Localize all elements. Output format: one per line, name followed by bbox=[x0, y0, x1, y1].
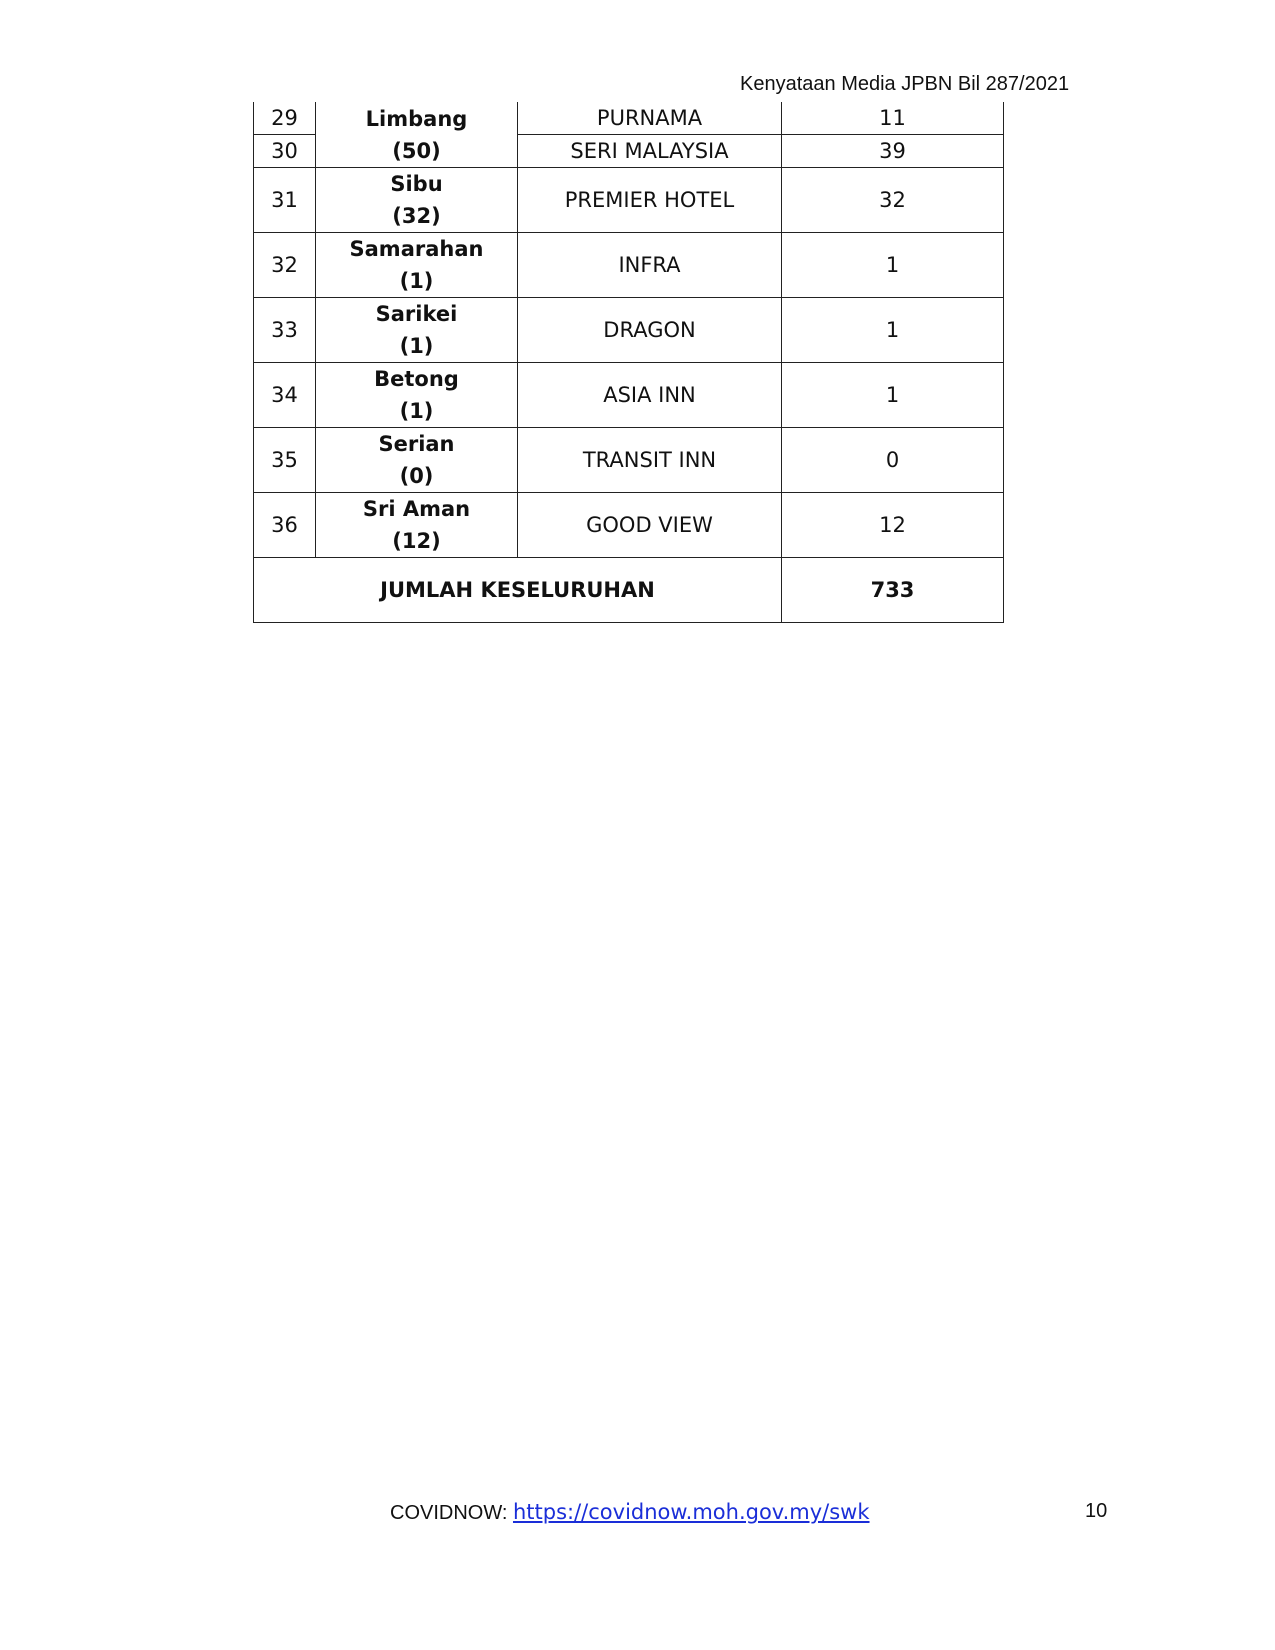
table-row bbox=[254, 493, 1004, 558]
table-row bbox=[254, 298, 1004, 363]
case-count: 1 bbox=[782, 233, 1004, 298]
district-total: (1) bbox=[399, 269, 434, 293]
case-count: 11 bbox=[782, 102, 1004, 135]
case-count: 39 bbox=[782, 135, 1004, 168]
row-number: 31 bbox=[254, 168, 316, 233]
total-row bbox=[254, 558, 1004, 623]
footer-label: COVIDNOW: bbox=[390, 1502, 508, 1524]
district-cell bbox=[316, 493, 518, 558]
district-cell bbox=[316, 298, 518, 363]
case-count: 0 bbox=[782, 428, 1004, 493]
district-total: (50) bbox=[392, 138, 441, 163]
case-count: 32 bbox=[782, 168, 1004, 233]
total-label: JUMLAH KESELURUHAN bbox=[254, 558, 782, 623]
district-cell bbox=[316, 363, 518, 428]
hotel-name: DRAGON bbox=[518, 298, 782, 363]
footer bbox=[390, 1500, 870, 1525]
district-cell bbox=[316, 233, 518, 298]
row-number: 29 bbox=[254, 102, 316, 135]
district-total: (0) bbox=[399, 464, 434, 488]
row-number: 30 bbox=[254, 135, 316, 168]
district-total: (32) bbox=[392, 204, 441, 228]
hotel-name: PURNAMA bbox=[518, 102, 782, 135]
case-count: 12 bbox=[782, 493, 1004, 558]
document-header: Kenyataan Media JPBN Bil 287/2021 bbox=[740, 73, 1070, 95]
hotel-name: ASIA INN bbox=[518, 363, 782, 428]
row-number: 36 bbox=[254, 493, 316, 558]
hotel-name: INFRA bbox=[518, 233, 782, 298]
district-name: Sibu bbox=[390, 172, 443, 196]
hotel-name: GOOD VIEW bbox=[518, 493, 782, 558]
row-number: 33 bbox=[254, 298, 316, 363]
table-row bbox=[254, 102, 1004, 135]
case-count: 1 bbox=[782, 298, 1004, 363]
district-name: Sri Aman bbox=[362, 497, 471, 521]
row-number: 35 bbox=[254, 428, 316, 493]
row-number: 34 bbox=[254, 363, 316, 428]
table-row bbox=[254, 428, 1004, 493]
table-row bbox=[254, 233, 1004, 298]
hotel-name: TRANSIT INN bbox=[518, 428, 782, 493]
district-total: (1) bbox=[399, 399, 434, 423]
district-cell bbox=[316, 102, 518, 168]
page-number: 10 bbox=[1085, 1500, 1108, 1522]
hotel-name: PREMIER HOTEL bbox=[518, 168, 782, 233]
quarantine-hotel-table bbox=[253, 102, 1004, 623]
district-name: Limbang bbox=[365, 106, 468, 131]
district-cell bbox=[316, 428, 518, 493]
case-count: 1 bbox=[782, 363, 1004, 428]
table-row bbox=[254, 363, 1004, 428]
district-name: Sarikei bbox=[375, 302, 458, 326]
hotel-name: SERI MALAYSIA bbox=[518, 135, 782, 168]
district-name: Betong bbox=[374, 367, 459, 391]
district-cell bbox=[316, 168, 518, 233]
district-name: Serian bbox=[378, 432, 455, 456]
covidnow-link[interactable]: https://covidnow.moh.gov.my/swk bbox=[512, 1500, 870, 1524]
district-total: (1) bbox=[399, 334, 434, 358]
total-value: 733 bbox=[782, 558, 1004, 623]
table-row bbox=[254, 168, 1004, 233]
district-total: (12) bbox=[392, 529, 441, 553]
district-name: Samarahan bbox=[349, 237, 484, 261]
row-number: 32 bbox=[254, 233, 316, 298]
